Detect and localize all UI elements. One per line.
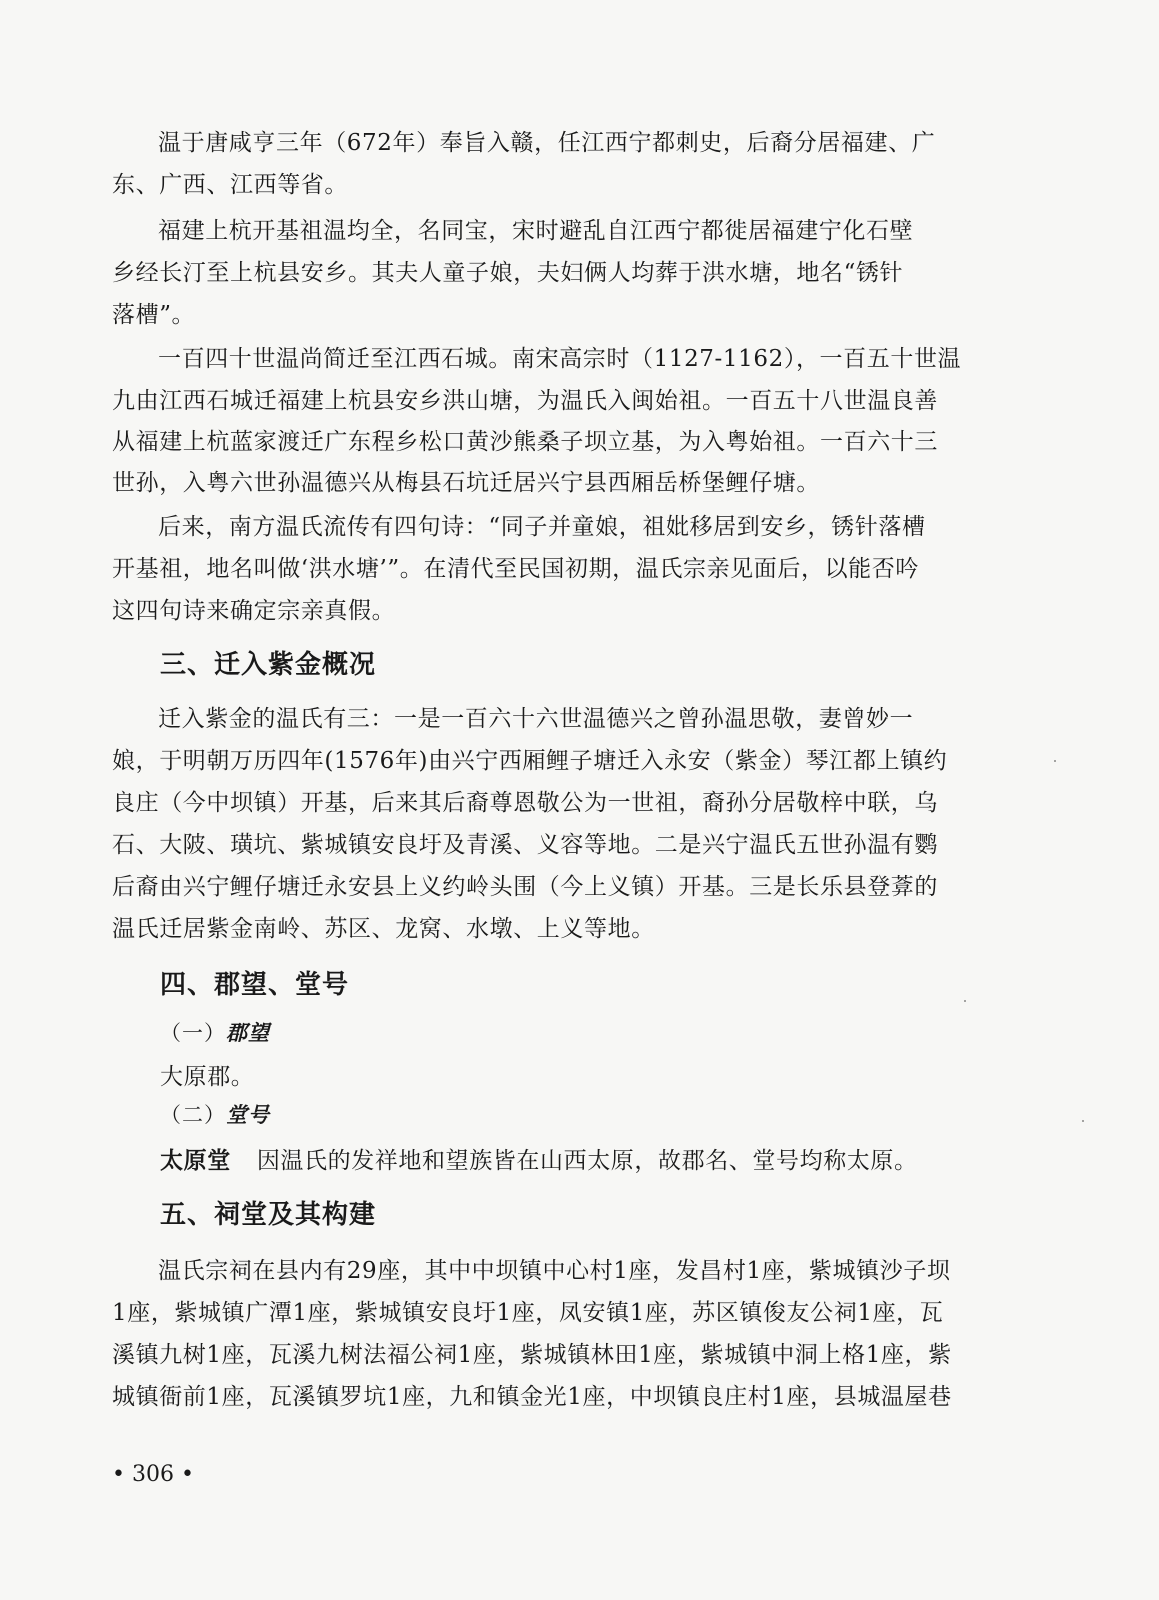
paragraph-line: 溪镇九树1座，瓦溪九树法福公祠1座，紫城镇林田1座，紫城镇中洞上格1座，紫: [112, 1342, 952, 1368]
paragraph-line: 从福建上杭蓝家渡迁广东程乡松口黄沙熊桑子坝立基，为入粤始祖。一百六十三: [112, 429, 938, 455]
paragraph-line: 温氏迁居紫金南岭、苏区、龙窝、水墩、上义等地。: [112, 916, 655, 942]
section-heading: 三、迁入紫金概况: [160, 650, 377, 680]
paragraph-line: 东、广西、江西等省。: [112, 172, 348, 198]
paragraph-line: 一百四十世温尚简迁至江西石城。南宋高宗时（1127-1162），一百五十世温: [158, 346, 962, 372]
paragraph-line: 大原郡。: [160, 1064, 255, 1090]
section-heading: 五、祠堂及其构建: [160, 1200, 377, 1230]
paragraph-line: 福建上杭开基祖温均全，名同宝，宋时避乱自江西宁都徙居福建宁化石壁: [158, 218, 914, 244]
subheading: [160, 1100, 270, 1130]
scan-speck: [1082, 1120, 1084, 1122]
paragraph-line: 后裔由兴宁鲤仔塘迁永安县上义约岭头围（今上义镇）开基。三是长乐县登葊的: [112, 874, 938, 900]
paragraph-line: 开基祖，地名叫做‘洪水塘’”。在清代至民国初期，温氏宗亲见面后，以能否吟: [112, 556, 919, 582]
scan-speck: [964, 1000, 966, 1002]
paragraph-line: 落槽”。: [112, 302, 196, 328]
paragraph-line: 温氏宗祠在县内有29座，其中中坝镇中心村1座，发昌村1座，紫城镇沙子坝: [158, 1258, 951, 1284]
term-definition: 因温氏的发祥地和望族皆在山西太原，故郡名、堂号均称太原。: [256, 1148, 918, 1174]
paragraph-line: 迁入紫金的温氏有三：一是一百六十六世温德兴之曾孙温思敬，妻曾妙一: [158, 706, 914, 732]
page-number: • 306 •: [112, 1462, 194, 1487]
paragraph-line: 世孙，入粤六世孙温德兴从梅县石坑迁居兴宁县西厢岳桥堡鲤仔塘。: [112, 470, 820, 496]
paragraph-line: 城镇衙前1座，瓦溪镇罗坑1座，九和镇金光1座，中坝镇良庄村1座，县城温屋巷: [112, 1384, 952, 1410]
paragraph-line: 乡经长汀至上杭县安乡。其夫人童子娘，夫妇俩人均葬于洪水塘，地名“锈针: [112, 260, 904, 286]
paragraph-line: 温于唐咸亨三年（672年）奉旨入赣，任江西宁都刺史，后裔分居福建、广: [158, 130, 936, 156]
subheading: [160, 1018, 270, 1048]
paragraph-line: 石、大陂、璜坑、紫城镇安良圩及青溪、义容等地。二是兴宁温氏五世孙温有鹦: [112, 832, 938, 858]
subheading-prefix: （二）: [160, 1103, 226, 1127]
subheading-title: 郡望: [226, 1020, 270, 1045]
subheading-prefix: （一）: [160, 1021, 226, 1045]
scan-speck: [1054, 760, 1056, 762]
section-heading: 四、郡望、堂号: [160, 970, 350, 1000]
paragraph-line: 这四句诗来确定宗亲真假。: [112, 598, 396, 624]
paragraph-line: [160, 1146, 918, 1176]
paragraph-line: 1座，紫城镇广潭1座，紫城镇安良圩1座，凤安镇1座，苏区镇俊友公祠1座，瓦: [112, 1300, 944, 1326]
paragraph-line: 后来，南方温氏流传有四句诗：“同子并童娘，祖妣移居到安乡，锈针落槽: [158, 514, 926, 540]
paragraph-line: 娘，于明朝万历四年(1576年)由兴宁西厢鲤子塘迁入永安（紫金）琴江都上镇约: [112, 748, 948, 774]
term-label: 太原堂: [160, 1148, 231, 1174]
paragraph-line: 九由江西石城迁福建上杭县安乡洪山塘，为温氏入闽始祖。一百五十八世温良善: [112, 388, 938, 414]
subheading-title: 堂号: [226, 1102, 270, 1127]
paragraph-line: 良庄（今中坝镇）开基，后来其后裔尊恩敬公为一世祖，裔孙分居敬梓中联，乌: [112, 790, 938, 816]
